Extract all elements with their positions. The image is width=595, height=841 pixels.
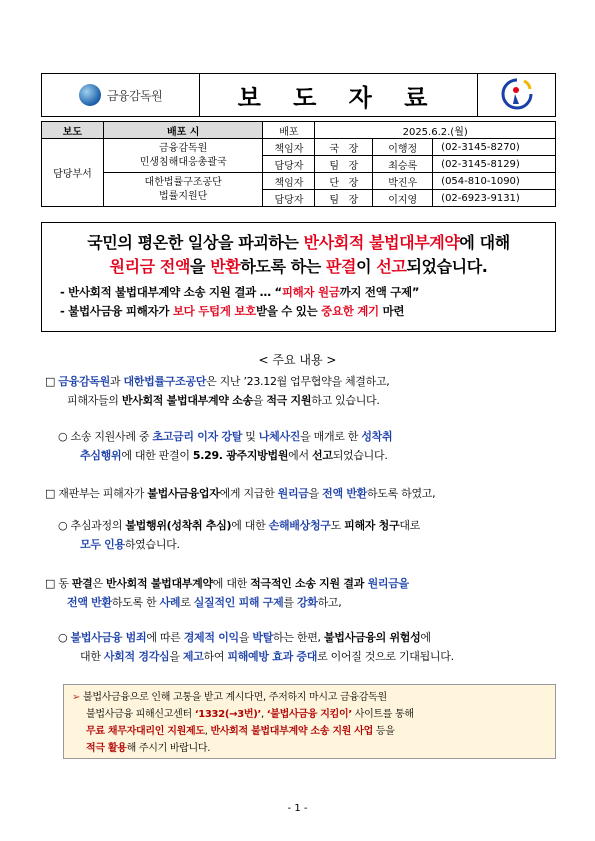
emphasis: 불법행위(성착취 추심) — [125, 519, 232, 532]
subheadline-text: - 불법사금융 피해자가 — [60, 304, 173, 318]
bullet-circle: ○ 소송 지원사례 중 — [58, 430, 153, 443]
distribution-label: 배포 — [263, 122, 315, 139]
emphasis: 전액 반환 — [322, 487, 367, 500]
page-title: 보 도 자 료 — [237, 83, 440, 112]
headline-text: 에 대해 — [459, 233, 510, 252]
subheadline-text: - 반사회적 불법대부계약 소송 지원 결과 … “ — [60, 285, 282, 299]
emphasis: 불법사금융의 위험성 — [323, 631, 421, 644]
emphasis: 초고금리 이자 강탈 — [152, 430, 243, 443]
text: 에서 — [288, 449, 313, 462]
subheadline-text: 받을 수 있는 — [255, 304, 322, 318]
bullet-circle: ○ 추심과정 — [58, 519, 112, 532]
text: 에게 지급한 — [219, 487, 278, 500]
notice-text: 불법사금융으로 인해 고통을 받고 계시다면, 주저하지 마시고 금융감독원 — [80, 692, 387, 703]
emphasis: 경제적 이익 — [183, 631, 239, 644]
headline-emphasis: 판결 — [325, 257, 357, 276]
notice-text: 등을 — [372, 726, 395, 737]
page-number: - 1 - — [287, 803, 308, 814]
notice-text: 불법사금융 피해신고센터 — [86, 709, 195, 720]
org-klac: 대한법률구조공단 — [123, 375, 207, 388]
headline-text: 을 — [190, 257, 211, 276]
text: 하여 — [203, 650, 228, 663]
emphasis: 판결 — [71, 577, 93, 590]
emphasis: 나체사진 — [258, 430, 301, 443]
text: 로 — [180, 596, 194, 609]
paragraph-6 — [58, 628, 454, 666]
press-release-header — [41, 73, 556, 117]
text: 및 — [242, 430, 259, 443]
paragraph-4 — [58, 516, 420, 554]
emphasis: 강화 — [296, 596, 318, 609]
text: 되었습니다. — [332, 449, 388, 462]
paragraph-3 — [45, 484, 435, 503]
notice-text: 해 주시기 바랍니다. — [126, 743, 211, 754]
headline-box — [41, 222, 556, 332]
paragraph-1 — [45, 372, 390, 410]
hotline-number: ‘1332(→3번)’ — [194, 709, 261, 720]
subheadline-1 — [50, 283, 547, 302]
subheadline-emphasis: 중요한 계기 — [321, 304, 379, 318]
fss-logo — [42, 74, 200, 116]
emphasis: 박탈 — [252, 631, 274, 644]
emphasis: 반사회적 불법대부계약 — [106, 577, 213, 590]
text: 을 — [308, 487, 323, 500]
contact-title: 팀 장 — [315, 190, 373, 207]
emphasis: 불법사금융업자 — [147, 487, 220, 500]
dept-klac — [103, 173, 263, 207]
contact-role: 담당자 — [263, 190, 315, 207]
emphasis: 손해배상청구 — [268, 519, 331, 532]
fss-emblem-icon — [79, 84, 101, 106]
text: 대로 — [399, 519, 420, 532]
text: 하였습니다. — [124, 538, 180, 551]
headline-text: 하도록 하는 — [240, 257, 326, 276]
headline-emphasis: 선고 — [376, 257, 407, 276]
distribution-date: 2025.6.2.(월) — [315, 122, 556, 139]
text: 을 — [169, 650, 183, 663]
text: 과 — [109, 375, 124, 388]
dept-label: 담당부서 — [42, 139, 104, 207]
arrow-icon: ➢ — [72, 692, 81, 703]
text: 의 — [111, 519, 126, 532]
fss-logo-text: 금융감독원 — [106, 88, 163, 103]
emphasis: 제고 — [182, 650, 204, 663]
text: 에 대한 — [212, 577, 251, 590]
text: 로 이어질 것으로 기대됩니다. — [317, 650, 454, 663]
guardian-site-name: ‘불법사금융 지킴이’ — [266, 709, 352, 720]
legal-aid-emblem-icon — [500, 77, 534, 113]
text: 은 지난 ’23.12월 업무협약을 체결하고, — [206, 375, 390, 388]
notice-box — [63, 684, 556, 759]
text: 도 — [330, 519, 345, 532]
contact-phone: (054-810-1090) — [433, 173, 556, 190]
emphasis: 성착취 — [361, 430, 393, 443]
text: 를 — [283, 596, 297, 609]
dept-org-name: 대한법률구조공단 — [144, 176, 222, 188]
text: 에 따른 — [146, 631, 184, 644]
headline-text: 이 — [356, 257, 377, 276]
emphasis: 선고 — [312, 449, 333, 462]
emphasis: 적극적인 소송 지원 결과 — [250, 577, 368, 590]
text: 에 대한 — [231, 519, 269, 532]
contact-info-table — [41, 121, 556, 207]
contact-role: 담당자 — [263, 156, 315, 173]
emphasis: 사례 — [159, 596, 181, 609]
text: 에 대한 판결이 — [121, 449, 193, 462]
headline-emphasis: 반환 — [210, 257, 241, 276]
text: 하도록 하였고, — [366, 487, 436, 500]
bullet-square: □ — [45, 375, 59, 388]
emphasis: 전액 반환 — [67, 596, 112, 609]
emphasis: 원리금 — [277, 487, 309, 500]
emphasis: 원리금을 — [367, 577, 409, 590]
contact-phone: (02-3145-8270) — [433, 139, 556, 156]
notice-text: , — [204, 726, 211, 737]
headline-text: 되었습니다. — [406, 257, 488, 276]
contact-role: 책임자 — [263, 173, 315, 190]
dept-unit-name: 민생침해대응총괄국 — [139, 156, 227, 168]
dept-unit-name: 법률지원단 — [159, 190, 208, 202]
subheadline-emphasis: 보다 두텁게 보호 — [172, 304, 256, 318]
subheadline-2 — [50, 302, 547, 321]
contact-title: 팀 장 — [315, 156, 373, 173]
emphasis: 5.29. 광주지방법원 — [192, 449, 289, 462]
section-subject: < 주요 내용 > — [258, 353, 337, 367]
emphasis: 피해자 청구 — [344, 519, 400, 532]
text: 하는 한편, — [273, 631, 324, 644]
text: 하도록 한 — [111, 596, 160, 609]
text: 하고, — [317, 596, 342, 609]
release-type-label: 보도 — [42, 122, 104, 139]
subheadline-emphasis: 피해자 원금 — [281, 285, 340, 299]
contact-phone: (02-6923-9131) — [433, 190, 556, 207]
contact-title: 국 장 — [315, 139, 373, 156]
subheadline-text: 까지 전액 구제” — [339, 285, 420, 299]
notice-emphasis: 무료 채무자대리인 지원제도 — [86, 726, 205, 737]
contact-name: 이행정 — [373, 139, 433, 156]
paragraph-2 — [58, 427, 392, 465]
emphasis: 추심행위 — [80, 449, 122, 462]
text: 대한 — [80, 650, 104, 663]
contact-name: 최승록 — [373, 156, 433, 173]
text: 에 — [420, 631, 431, 644]
text: 을 — [252, 394, 267, 407]
dept-fss — [103, 139, 263, 173]
contact-title: 단 장 — [315, 173, 373, 190]
dept-org-name: 금융감독원 — [159, 142, 208, 154]
bullet-circle: ○ — [58, 631, 71, 644]
notice-text: , — [261, 709, 267, 720]
emphasis: 불법사금융 범죄 — [70, 631, 147, 644]
contact-phone: (02-3145-8129) — [433, 156, 556, 173]
emphasis: 모두 인용 — [80, 538, 125, 551]
paragraph-5 — [45, 574, 409, 612]
notice-text: 사이트를 통해 — [351, 709, 414, 720]
emphasis: 사회적 경각심 — [103, 650, 170, 663]
contact-role: 책임자 — [263, 139, 315, 156]
text: 하고 있습니다. — [311, 394, 380, 407]
bullet-square: □ 동 — [45, 577, 72, 590]
headline-emphasis: 반사회적 불법대부계약 — [303, 233, 460, 252]
release-time: 배포 시 — [103, 122, 263, 139]
bullet-square: □ 재판부는 피해자가 — [45, 487, 148, 500]
emphasis: 반사회적 불법대부계약 소송 — [121, 394, 253, 407]
legal-aid-logo — [477, 74, 555, 116]
notice-emphasis: 적극 활용 — [86, 743, 127, 754]
subheadline-text: 마련 — [378, 304, 405, 318]
contact-name: 이지영 — [373, 190, 433, 207]
text: 피해자들의 — [67, 394, 122, 407]
text: 은 — [92, 577, 106, 590]
headline-line-2 — [50, 255, 547, 279]
emphasis: 실질적인 피해 구제 — [193, 596, 284, 609]
notice-emphasis: 반사회적 불법대부계약 소송 지원 사업 — [210, 726, 373, 737]
emphasis: 적극 지원 — [266, 394, 312, 407]
contact-name: 박진우 — [373, 173, 433, 190]
text: 을 — [238, 631, 253, 644]
headline-emphasis: 원리금 전액 — [109, 257, 190, 276]
headline-text: 국민의 평온한 일상을 파괴하는 — [87, 233, 304, 252]
org-fss: 금융감독원 — [58, 375, 110, 388]
headline-line-1 — [50, 231, 547, 255]
text: 을 매개로 한 — [300, 430, 362, 443]
emphasis: 피해예방 효과 증대 — [227, 650, 318, 663]
